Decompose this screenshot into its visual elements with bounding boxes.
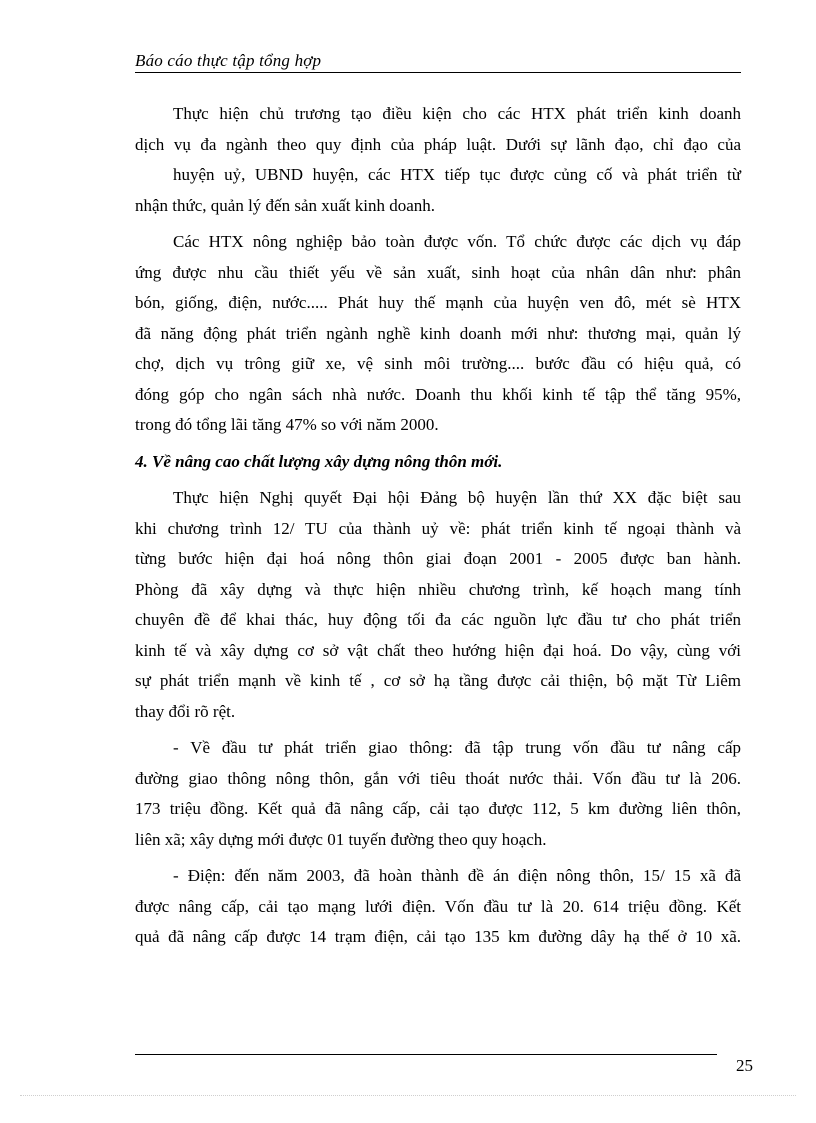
text-line: ứng được nhu cầu thiết yếu về sản xuất, sinh hoạt của nhân dân như: phân <box>135 262 741 282</box>
text-line: quả đã nâng cấp được 14 trạm điện, cải tạo 135 km đường dây hạ thế ở 10 xã. <box>135 927 741 946</box>
paragraph-resolution <box>135 483 741 727</box>
text-line: - Về đầu tư phát triển giao thông: đã tập trung vốn đầu tư nâng cấp <box>173 738 741 757</box>
text-line: - Điện: đến năm 2003, đã hoàn thành đề án điện nông thôn, 15/ 15 xã đã <box>173 866 741 885</box>
text-line: nhận thức, quản lý đến sản xuất kinh doanh. <box>135 195 436 215</box>
paragraph-electricity <box>135 861 741 953</box>
text-line: từng bước hiện đại hoá nông thôn giai đoạn 2001 - 2005 được ban hành. <box>135 549 741 568</box>
text-line: Phòng đã xây dựng và thực hiện nhiều chương trình, kế hoạch mang tính <box>135 579 741 599</box>
text-line: Các HTX nông nghiệp bảo toàn được vốn. Tổ chức được các dịch vụ đáp <box>173 232 741 251</box>
text-line: trong đó tổng lãi tăng 47% so với năm 2000. <box>135 415 439 434</box>
text-line: Thực hiện Nghị quyết Đại hội Đảng bộ huyện lần thứ XX đặc biệt sau <box>173 488 741 507</box>
section-heading: 4. Về nâng cao chất lượng xây dựng nông thôn mới. <box>135 451 503 471</box>
text-line: được nâng cấp, cải tạo mạng lưới điện. Vốn đầu tư là 20. 614 triệu đồng. Kết <box>135 896 741 916</box>
text-line: huyện uỷ, UBND huyện, các HTX tiếp tục được củng cố và phát triển từ <box>173 165 741 184</box>
text-line: chợ, dịch vụ trông giữ xe, vệ sinh môi trường.... bước đầu có hiệu quả, có <box>135 354 741 373</box>
page-number: 25 <box>736 1056 753 1075</box>
text-line: sự phát triển mạnh về kinh tế , cơ sở hạ tầng được cải thiện, bộ mặt Từ Liêm <box>135 671 741 690</box>
text-line: đường giao thông nông thôn, gắn với tiêu thoát nước thải. Vốn đầu tư là 206. <box>135 768 741 788</box>
text-line: chuyên đề để khai thác, huy động tối đa các nguồn lực đầu tư cho phát triển <box>135 610 741 629</box>
document-title: Báo cáo thực tập tổng hợp <box>135 51 322 70</box>
text-line: bón, giống, điện, nước..... Phát huy thế mạnh của huyện ven đô, mét sè HTX <box>135 293 741 312</box>
footer-divider <box>135 1054 717 1055</box>
text-line: liên xã; xây dựng mới được 01 tuyến đường theo quy hoạch. <box>135 829 547 849</box>
text-line: kinh tế và xây dựng cơ sở vật chất theo hướng hiện đại hoá. Do vậy, cùng với <box>135 640 741 660</box>
text-line: Thực hiện chủ trương tạo điều kiện cho các HTX phát triển kinh doanh <box>173 104 741 123</box>
text-line: đóng góp cho ngân sách nhà nước. Doanh thu khối kinh tế tập thể tăng 95%, <box>135 384 741 404</box>
text-line: 173 triệu đồng. Kết quả đã nâng cấp, cải tạo được 112, 5 km đường liên thôn, <box>135 799 741 818</box>
paragraph-transport <box>135 733 741 855</box>
document-body <box>135 99 741 959</box>
paragraph-htx-capital <box>135 227 741 441</box>
paragraph-htx-development <box>135 99 741 221</box>
text-line: đã năng động phát triển ngành nghề kinh doanh mới như: thương mại, quản lý <box>135 323 741 343</box>
text-line: dịch vụ đa ngành theo quy định của pháp luật. Dưới sự lãnh đạo, chỉ đạo của <box>135 134 741 154</box>
text-line: thay đổi rõ rệt. <box>135 701 236 721</box>
page-edge-divider <box>20 1095 796 1096</box>
page-header <box>135 50 741 73</box>
text-line: khi chương trình 12/ TU của thành uỷ về: phát triển kinh tế ngoại thành và <box>135 518 741 538</box>
